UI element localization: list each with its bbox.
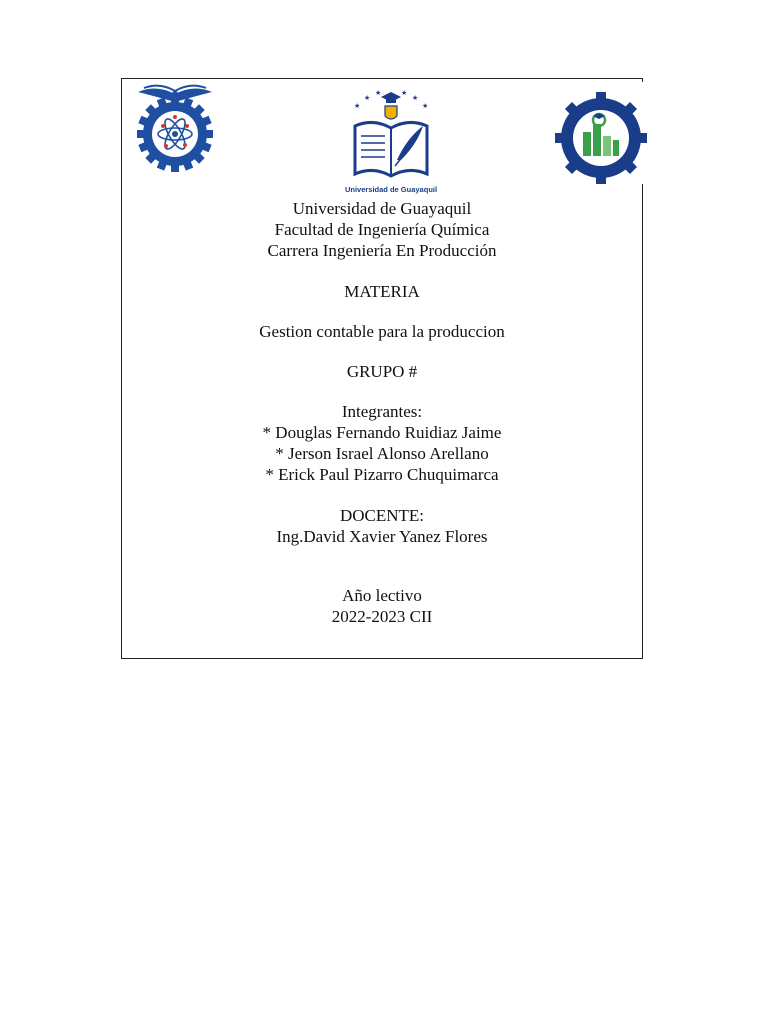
university-emblem-logo [345,86,437,196]
svg-text:★: ★ [422,102,429,110]
subject-label: MATERIA [344,282,420,301]
members-label: Integrantes: [341,402,423,421]
university-caption: Universidad de Guayaquil [345,185,437,194]
svg-text:★: ★ [401,89,408,97]
faculty-name: Facultad de Ingeniería Química [274,220,490,239]
school-year-block [121,585,643,627]
faculty-seal-logo [136,82,214,172]
member-item: * Douglas Fernando Ruidiaz Jaime [262,423,502,442]
university-name: Universidad de Guayaquil [292,199,472,218]
teacher-label: DOCENTE: [339,506,425,525]
career-name: Carrera Ingeniería En Producción [267,241,497,260]
school-year-value: 2022-2023 CII [331,607,433,626]
svg-text:★: ★ [364,94,371,102]
teacher-block [121,505,643,547]
school-year-label: Año lectivo [342,586,422,605]
group-label: GRUPO # [346,362,418,381]
svg-text:★: ★ [354,102,361,110]
svg-text:★: ★ [375,89,382,97]
members-block [121,401,643,485]
teacher-name: Ing.David Xavier Yanez Flores [276,527,488,546]
subject-name: Gestion contable para la produccion [259,322,505,341]
svg-text:★: ★ [412,94,419,102]
group-block [121,361,643,382]
member-item: * Erick Paul Pizarro Chuquimarca [265,465,499,484]
career-seal-logo [555,82,647,184]
member-item: * Jerson Israel Alonso Arellano [275,444,489,463]
subject-label-block [121,281,643,302]
institution-header [121,198,643,261]
subject-name-block [121,321,643,342]
